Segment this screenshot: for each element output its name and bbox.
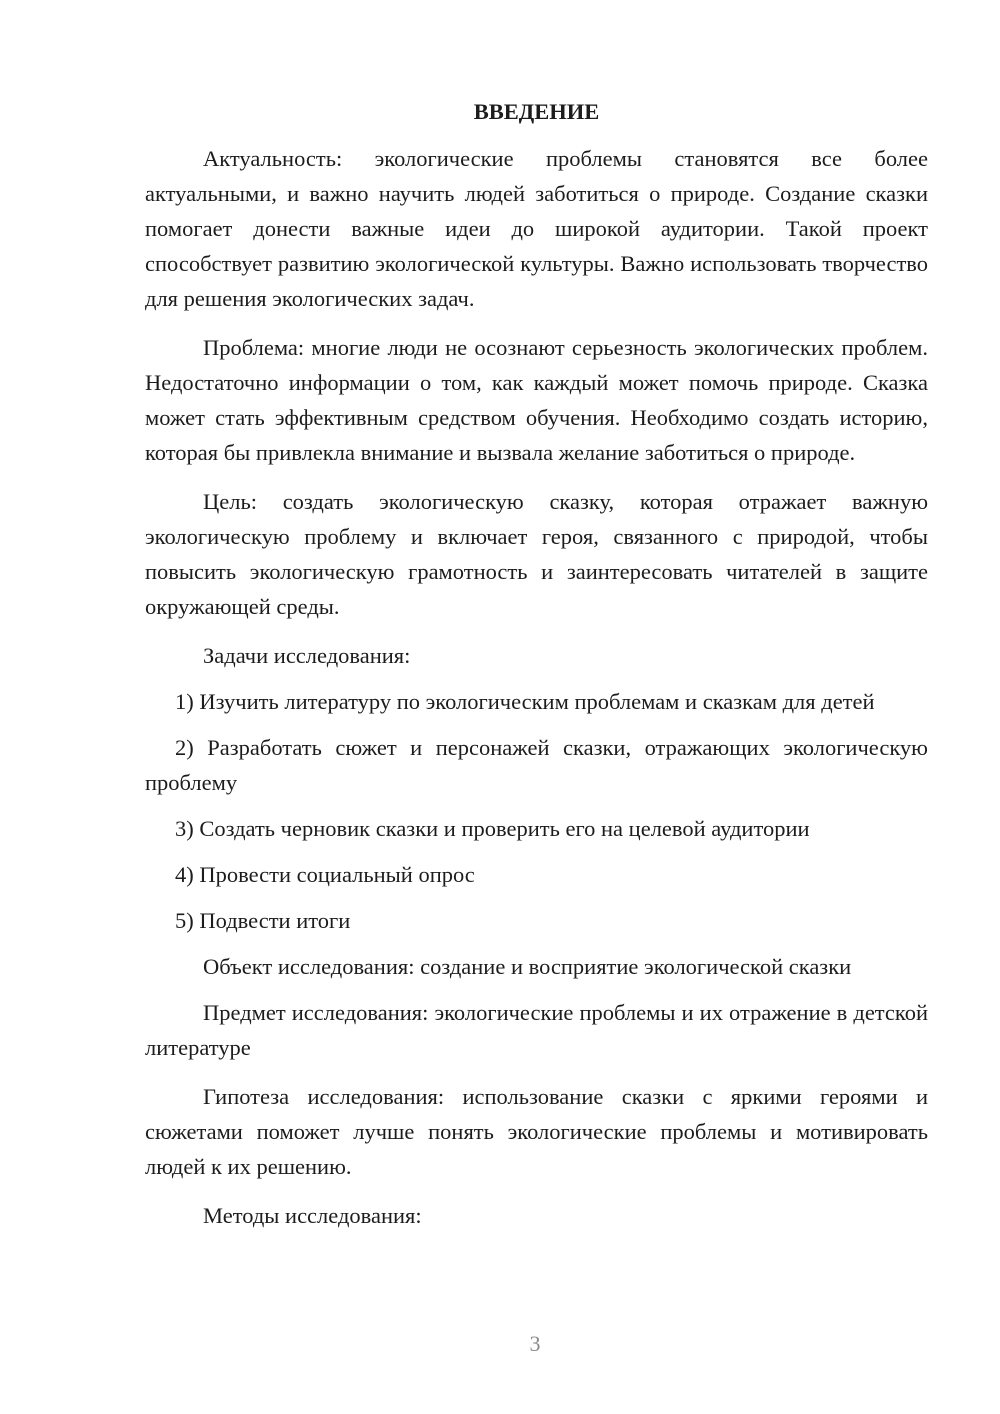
hypothesis-paragraph: Гипотеза исследования: использование сказки с яркими героями и сюжетами поможет лучше понять экологические проблемы и мотивировать людей к их решению.	[145, 1084, 928, 1179]
object-paragraph: Объект исследования: создание и восприятие экологической сказки	[203, 954, 852, 979]
goal-paragraph: Цель: создать экологическую сказку, которая отражает важную экологическую проблему и включает героя, связанного с природой, чтобы повысить экологическую грамотность и заинтересовать читателей в защите окружающей среды.	[145, 489, 928, 619]
subject-paragraph: Предмет исследования: экологические проблемы и их отражение в детской литературе	[145, 1000, 928, 1060]
task-item-3: 3) Создать черновик сказки и проверить его на целевой аудитории	[175, 816, 810, 841]
task-item-4: 4) Провести социальный опрос	[175, 862, 475, 887]
page-title: ВВЕДЕНИЕ	[473, 99, 600, 124]
task-item-5: 5) Подвести итоги	[175, 908, 351, 933]
page-number: 3	[529, 1331, 541, 1356]
task-item-1: 1) Изучить литературу по экологическим проблемам и сказкам для детей	[175, 689, 875, 714]
tasks-heading: Задачи исследования:	[203, 643, 411, 668]
relevance-paragraph: Актуальность: экологические проблемы становятся все более актуальными, и важно научить людей заботиться о природе. Создание сказки помогает донести важные идеи до широкой аудитории. Такой проект способствует развитию экологической культуры. Важно использовать творчество для решения экологических задач.	[145, 146, 928, 311]
page-content	[145, 94, 928, 1244]
methods-heading: Методы исследования:	[203, 1203, 422, 1228]
problem-paragraph: Проблема: многие люди не осознают серьезность экологических проблем. Недостаточно информации о том, как каждый может помочь природе. Сказка может стать эффективным средством обучения. Необходимо создать историю, которая бы привлекла внимание и вызвала желание заботиться о природе.	[145, 335, 928, 465]
task-item-2: 2) Разработать сюжет и персонажей сказки, отражающих экологическую проблему	[145, 735, 928, 795]
